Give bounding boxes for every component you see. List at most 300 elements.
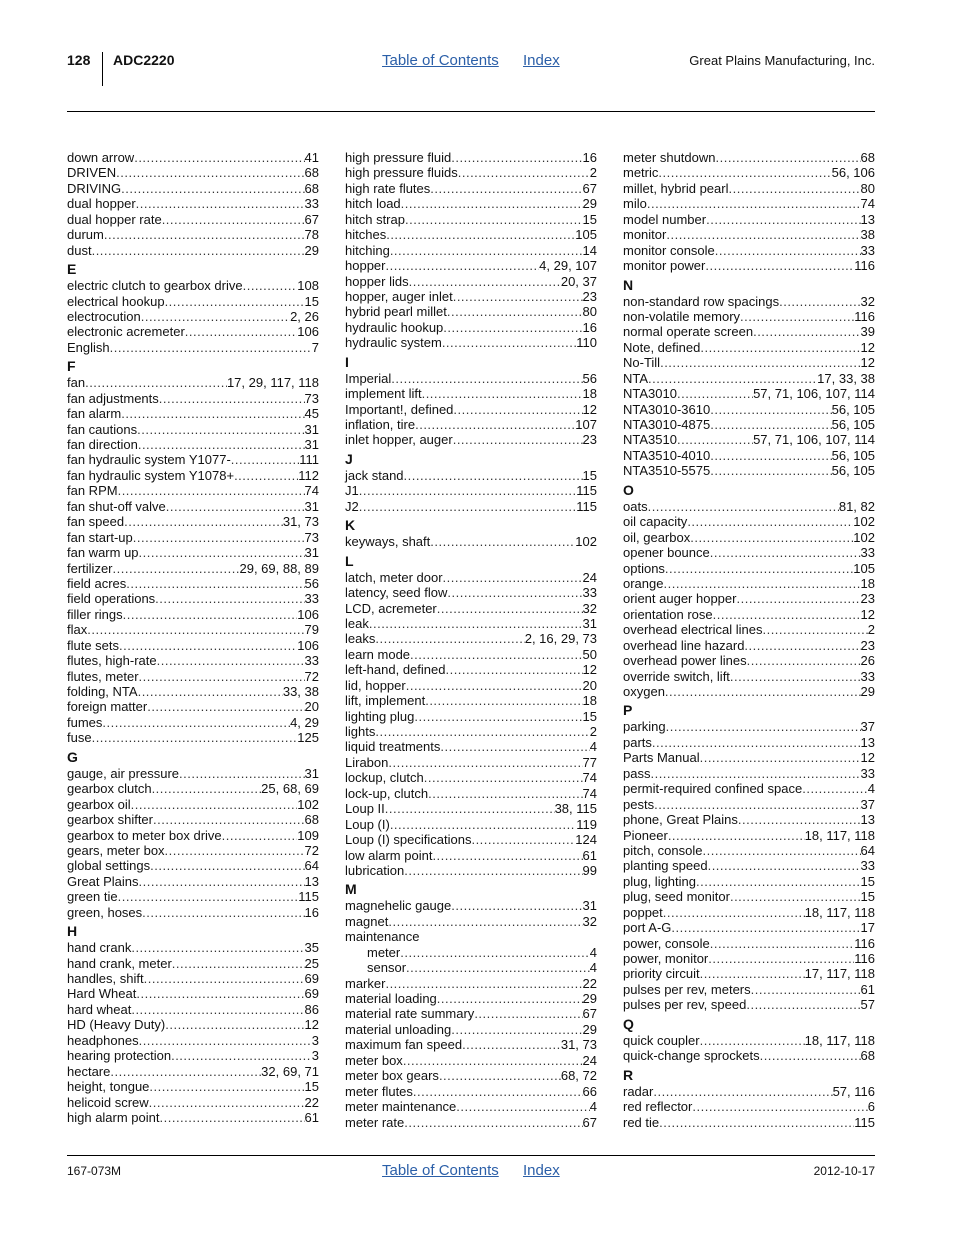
index-entry[interactable] <box>623 417 875 432</box>
index-entry[interactable] <box>345 432 597 447</box>
page-references[interactable]: 105 <box>575 227 597 243</box>
index-entry[interactable] <box>623 196 875 211</box>
index-entry[interactable] <box>345 832 597 847</box>
page-references[interactable]: 18, 117, 118 <box>804 1032 875 1048</box>
page-references[interactable]: 72 <box>304 668 319 684</box>
index-entry[interactable] <box>67 391 319 406</box>
page-references[interactable]: 32 <box>582 600 597 616</box>
index-entry[interactable] <box>623 530 875 545</box>
page-references[interactable]: 20 <box>304 699 319 715</box>
index-entry[interactable] <box>623 653 875 668</box>
page-references[interactable]: 56 <box>582 370 597 386</box>
index-entry[interactable] <box>623 781 875 796</box>
index-entry[interactable] <box>67 653 319 668</box>
page-references[interactable]: 68 <box>304 165 319 181</box>
footer-table-of-contents-link[interactable]: Table of Contents <box>382 1162 499 1179</box>
page-references[interactable]: 116 <box>854 951 875 966</box>
index-entry[interactable] <box>345 601 597 616</box>
page-references[interactable]: 86 <box>304 1001 319 1017</box>
index-entry[interactable] <box>623 591 875 606</box>
page-references[interactable]: 66 <box>582 1083 597 1099</box>
page-references[interactable]: 74 <box>304 483 319 499</box>
index-entry[interactable] <box>67 514 319 529</box>
page-references[interactable]: 29 <box>582 1021 597 1037</box>
page-references[interactable]: 110 <box>576 335 597 351</box>
page-references[interactable]: 16 <box>304 904 319 920</box>
page-references[interactable]: 12 <box>860 606 875 622</box>
index-entry[interactable] <box>67 858 319 873</box>
index-entry[interactable] <box>623 936 875 951</box>
index-entry[interactable] <box>345 150 597 165</box>
index-entry[interactable] <box>67 1002 319 1017</box>
page-references[interactable]: 31 <box>304 498 319 514</box>
page-references[interactable]: 17 <box>860 920 875 936</box>
index-entry[interactable] <box>623 371 875 386</box>
page-references[interactable]: 33 <box>860 765 875 781</box>
index-entry[interactable] <box>623 766 875 781</box>
page-references[interactable]: 29 <box>860 684 875 699</box>
index-entry[interactable] <box>67 483 319 498</box>
index-entry[interactable] <box>67 607 319 622</box>
index-entry[interactable] <box>345 770 597 785</box>
page-references[interactable]: 29 <box>582 991 597 1006</box>
index-entry[interactable] <box>623 607 875 622</box>
page-references[interactable]: 125 <box>297 730 319 746</box>
index-entry[interactable] <box>67 181 319 196</box>
index-entry[interactable] <box>623 212 875 227</box>
index-entry[interactable] <box>67 828 319 843</box>
page-references[interactable]: 31 <box>304 545 319 561</box>
page-references[interactable]: 33 <box>860 668 875 684</box>
index-entry[interactable] <box>623 966 875 981</box>
index-entry[interactable] <box>345 335 597 350</box>
page-references[interactable]: 31 <box>582 615 597 631</box>
index-entry[interactable] <box>345 848 597 863</box>
page-references[interactable]: 73 <box>304 390 319 406</box>
index-entry[interactable] <box>623 719 875 734</box>
page-references[interactable]: 56 <box>304 575 319 591</box>
index-entry[interactable] <box>345 739 597 754</box>
page-references[interactable]: 18 <box>582 693 597 709</box>
index-entry[interactable] <box>623 243 875 258</box>
index-entry[interactable] <box>67 940 319 955</box>
page-references[interactable]: 3 <box>311 1032 319 1048</box>
page-references[interactable]: 22 <box>304 1094 319 1110</box>
index-entry[interactable] <box>623 514 875 529</box>
table-of-contents-link[interactable]: Table of Contents <box>382 52 499 69</box>
page-references[interactable]: 20, 37 <box>560 273 597 289</box>
index-entry[interactable] <box>67 452 319 467</box>
page-references[interactable]: 74 <box>860 196 875 212</box>
page-references[interactable]: 16 <box>582 319 597 335</box>
index-entry[interactable] <box>623 576 875 591</box>
page-references[interactable]: 56, 105 <box>831 463 875 479</box>
page-references[interactable]: 112 <box>298 467 319 483</box>
page-references[interactable]: 13 <box>860 734 875 750</box>
index-entry[interactable] <box>623 951 875 966</box>
index-entry[interactable] <box>67 715 319 730</box>
index-entry[interactable] <box>623 258 875 273</box>
page-references[interactable]: 16 <box>582 150 597 165</box>
index-entry[interactable] <box>623 499 875 514</box>
page-references[interactable]: 33, 38 <box>282 684 319 699</box>
page-references[interactable]: 4 <box>867 781 875 797</box>
page-references[interactable]: 4 <box>589 1099 597 1115</box>
index-entry[interactable] <box>67 165 319 180</box>
index-entry[interactable] <box>345 1099 597 1114</box>
page-references[interactable]: 13 <box>860 211 875 227</box>
index-entry[interactable] <box>67 669 319 684</box>
index-entry[interactable] <box>67 956 319 971</box>
page-references[interactable]: 23 <box>860 591 875 607</box>
index-entry[interactable] <box>623 150 875 165</box>
index-entry[interactable] <box>345 991 597 1006</box>
page-references[interactable]: 37 <box>860 719 875 735</box>
index-entry[interactable] <box>345 755 597 770</box>
page-references[interactable]: 108 <box>297 278 319 294</box>
page-references[interactable]: 106 <box>297 324 319 340</box>
page-references[interactable]: 32 <box>582 913 597 929</box>
index-entry[interactable] <box>67 1033 319 1048</box>
index-subentry[interactable] <box>345 945 597 960</box>
index-entry[interactable] <box>67 196 319 211</box>
page-references[interactable]: 15 <box>304 1079 319 1095</box>
page-references[interactable]: 12 <box>860 355 875 371</box>
index-entry[interactable] <box>623 684 875 699</box>
index-entry[interactable] <box>345 258 597 273</box>
index-entry[interactable] <box>67 499 319 514</box>
index-entry[interactable] <box>623 386 875 401</box>
index-entry[interactable] <box>67 278 319 293</box>
page-references[interactable]: 68 <box>304 180 319 196</box>
page-references[interactable]: 17, 33, 38 <box>817 370 875 386</box>
page-references[interactable]: 56, 105 <box>831 401 875 417</box>
index-entry[interactable] <box>345 662 597 677</box>
page-references[interactable]: 29 <box>304 242 319 258</box>
index-entry[interactable] <box>67 699 319 714</box>
index-entry[interactable] <box>67 406 319 421</box>
page-references[interactable]: 33 <box>582 585 597 601</box>
index-entry[interactable] <box>345 417 597 432</box>
page-references[interactable]: 33 <box>860 242 875 258</box>
page-references[interactable]: 31, 73 <box>282 514 319 530</box>
index-entry[interactable] <box>623 920 875 935</box>
index-entry[interactable] <box>67 530 319 545</box>
page-references[interactable]: 106 <box>297 637 319 653</box>
index-entry[interactable] <box>345 647 597 662</box>
page-references[interactable]: 24 <box>582 569 597 585</box>
index-entry[interactable] <box>623 1033 875 1048</box>
page-references[interactable]: 20 <box>582 677 597 693</box>
index-entry[interactable] <box>345 631 597 646</box>
page-references[interactable]: 15 <box>582 211 597 227</box>
page-references[interactable]: 102 <box>853 529 875 545</box>
index-entry[interactable] <box>67 437 319 452</box>
page-references[interactable]: 4, 29 <box>290 714 319 730</box>
page-references[interactable]: 4 <box>589 960 597 976</box>
page-references[interactable]: 15 <box>860 889 875 905</box>
page-references[interactable]: 116 <box>854 935 875 951</box>
page-references[interactable]: 3 <box>311 1048 319 1064</box>
footer-index-link[interactable]: Index <box>523 1162 560 1179</box>
index-entry[interactable] <box>623 982 875 997</box>
index-entry[interactable] <box>67 468 319 483</box>
page-references[interactable]: 32, 69, 71 <box>261 1063 319 1079</box>
page-references[interactable]: 45 <box>304 406 319 422</box>
index-entry[interactable] <box>345 616 597 631</box>
page-references[interactable]: 61 <box>860 981 875 997</box>
index-entry[interactable] <box>623 1084 875 1099</box>
page-references[interactable]: 12 <box>582 662 597 678</box>
index-entry[interactable] <box>623 997 875 1012</box>
page-references[interactable]: 74 <box>582 770 597 786</box>
page-references[interactable]: 115 <box>576 483 597 499</box>
page-references[interactable]: 119 <box>576 816 597 832</box>
page-references[interactable]: 29, 69, 88, 89 <box>239 560 319 576</box>
index-entry[interactable] <box>67 243 319 258</box>
index-entry[interactable] <box>345 817 597 832</box>
page-references[interactable]: 25, 68, 69 <box>261 781 319 797</box>
page-references[interactable]: 102 <box>297 796 319 812</box>
page-references[interactable]: 67 <box>582 1006 597 1022</box>
page-references[interactable]: 22 <box>582 975 597 991</box>
page-references[interactable]: 69 <box>304 971 319 986</box>
page-references[interactable]: 72 <box>304 842 319 858</box>
page-references[interactable]: 4, 29, 107 <box>539 258 597 274</box>
page-references[interactable]: 24 <box>582 1052 597 1068</box>
index-entry[interactable] <box>623 797 875 812</box>
page-references[interactable]: 115 <box>854 1114 875 1130</box>
page-references[interactable]: 38 <box>860 227 875 243</box>
index-entry[interactable] <box>67 212 319 227</box>
page-references[interactable]: 31 <box>304 421 319 437</box>
index-entry[interactable] <box>67 294 319 309</box>
index-entry[interactable] <box>623 227 875 242</box>
index-entry[interactable] <box>623 843 875 858</box>
index-entry[interactable] <box>67 843 319 858</box>
index-entry[interactable] <box>623 669 875 684</box>
index-entry[interactable] <box>345 1037 597 1052</box>
page-references[interactable]: 57, 116 <box>832 1083 875 1099</box>
page-references[interactable]: 38, 115 <box>554 801 597 817</box>
page-references[interactable]: 115 <box>576 498 597 514</box>
page-references[interactable]: 32 <box>860 293 875 309</box>
index-entry[interactable] <box>345 289 597 304</box>
page-references[interactable]: 37 <box>860 796 875 812</box>
index-entry[interactable] <box>67 324 319 339</box>
index-entry[interactable] <box>345 570 597 585</box>
index-entry[interactable] <box>345 534 597 549</box>
index-entry[interactable] <box>345 402 597 417</box>
index-entry[interactable] <box>67 422 319 437</box>
index-entry[interactable] <box>345 468 597 483</box>
index-entry[interactable] <box>67 227 319 242</box>
page-references[interactable]: 64 <box>304 858 319 874</box>
index-link[interactable]: Index <box>523 52 560 69</box>
page-references[interactable]: 80 <box>582 304 597 320</box>
index-entry[interactable] <box>345 914 597 929</box>
index-entry[interactable] <box>623 432 875 447</box>
index-entry[interactable] <box>67 781 319 796</box>
index-entry[interactable] <box>623 402 875 417</box>
page-references[interactable]: 31 <box>582 898 597 914</box>
index-entry[interactable] <box>345 898 597 913</box>
page-references[interactable]: 41 <box>304 150 319 165</box>
index-entry[interactable] <box>67 812 319 827</box>
page-references[interactable]: 106 <box>297 606 319 622</box>
index-entry[interactable] <box>67 889 319 904</box>
page-references[interactable]: 68, 72 <box>560 1068 597 1084</box>
index-entry[interactable] <box>67 1048 319 1063</box>
page-references[interactable]: 15 <box>304 293 319 309</box>
index-entry[interactable] <box>623 1115 875 1130</box>
page-references[interactable]: 73 <box>304 529 319 545</box>
index-entry[interactable] <box>623 828 875 843</box>
index-entry[interactable] <box>623 545 875 560</box>
page-references[interactable]: 6 <box>867 1099 875 1115</box>
index-entry[interactable] <box>345 386 597 401</box>
page-references[interactable]: 56, 105 <box>831 417 875 432</box>
page-references[interactable]: 4 <box>589 944 597 960</box>
index-entry[interactable] <box>67 730 319 745</box>
page-references[interactable]: 74 <box>582 785 597 801</box>
page-references[interactable]: 4 <box>589 739 597 755</box>
page-references[interactable]: 2 <box>589 724 597 739</box>
index-entry[interactable] <box>623 750 875 765</box>
index-entry[interactable] <box>67 561 319 576</box>
page-references[interactable]: 111 <box>299 452 319 468</box>
index-subentry[interactable] <box>345 960 597 975</box>
index-entry[interactable] <box>345 1115 597 1130</box>
page-references[interactable]: 109 <box>297 827 319 843</box>
page-references[interactable]: 68 <box>860 1048 875 1064</box>
page-references[interactable]: 2, 16, 29, 73 <box>524 631 597 647</box>
index-entry[interactable] <box>345 724 597 739</box>
index-entry[interactable] <box>67 591 319 606</box>
page-references[interactable]: 124 <box>575 832 597 848</box>
page-references[interactable]: 116 <box>854 308 875 324</box>
page-references[interactable]: 61 <box>304 1109 319 1125</box>
page-references[interactable]: 15 <box>582 467 597 483</box>
index-entry[interactable] <box>345 483 597 498</box>
index-entry[interactable] <box>623 294 875 309</box>
index-entry[interactable] <box>623 638 875 653</box>
page-references[interactable]: 77 <box>582 754 597 770</box>
index-entry[interactable] <box>345 1006 597 1021</box>
page-references[interactable]: 18, 117, 118 <box>804 904 875 920</box>
index-entry[interactable] <box>345 227 597 242</box>
page-references[interactable]: 56, 105 <box>831 447 875 463</box>
index-entry[interactable] <box>623 889 875 904</box>
index-entry[interactable] <box>345 304 597 319</box>
index-entry[interactable] <box>345 1022 597 1037</box>
index-entry[interactable] <box>67 971 319 986</box>
index-entry[interactable] <box>623 181 875 196</box>
page-references[interactable]: 78 <box>304 227 319 243</box>
page-references[interactable]: 33 <box>860 545 875 561</box>
index-entry[interactable] <box>623 324 875 339</box>
index-entry[interactable] <box>67 375 319 390</box>
page-references[interactable]: 17, 29, 117, 118 <box>226 375 319 391</box>
page-references[interactable]: 107 <box>575 417 597 432</box>
page-references[interactable]: 18 <box>860 575 875 591</box>
page-references[interactable]: 12 <box>860 339 875 355</box>
page-references[interactable]: 12 <box>582 401 597 417</box>
page-references[interactable]: 12 <box>860 750 875 766</box>
index-entry[interactable] <box>345 693 597 708</box>
index-entry[interactable] <box>67 986 319 1001</box>
page-references[interactable]: 31 <box>304 765 319 781</box>
page-references[interactable]: 57, 71, 106, 107, 114 <box>753 386 875 402</box>
index-entry[interactable] <box>67 1110 319 1125</box>
index-entry[interactable] <box>623 735 875 750</box>
index-entry[interactable] <box>345 274 597 289</box>
page-references[interactable]: 2 <box>589 165 597 181</box>
page-references[interactable]: 25 <box>304 955 319 971</box>
page-references[interactable]: 31 <box>304 437 319 452</box>
page-references[interactable]: 15 <box>582 708 597 724</box>
page-references[interactable]: 23 <box>860 637 875 653</box>
page-references[interactable]: 2 <box>867 622 875 638</box>
index-entry[interactable] <box>67 1095 319 1110</box>
index-entry[interactable] <box>345 196 597 211</box>
index-entry[interactable] <box>345 1084 597 1099</box>
page-references[interactable]: 17, 117, 118 <box>804 966 875 982</box>
page-references[interactable]: 23 <box>582 432 597 448</box>
index-entry[interactable] <box>67 905 319 920</box>
index-entry[interactable] <box>623 858 875 873</box>
index-entry[interactable] <box>623 463 875 478</box>
page-references[interactable]: 102 <box>575 534 597 550</box>
index-entry[interactable] <box>623 622 875 637</box>
page-references[interactable]: 68 <box>304 812 319 828</box>
index-entry[interactable] <box>623 874 875 889</box>
page-references[interactable]: 57, 71, 106, 107, 114 <box>753 432 875 448</box>
page-references[interactable]: 68 <box>860 150 875 165</box>
index-entry[interactable] <box>67 1079 319 1094</box>
page-references[interactable]: 81, 82 <box>838 498 875 514</box>
page-references[interactable]: 14 <box>582 242 597 258</box>
page-references[interactable]: 33 <box>304 653 319 669</box>
index-entry[interactable] <box>623 340 875 355</box>
index-entry[interactable] <box>345 1053 597 1068</box>
page-references[interactable]: 39 <box>860 324 875 340</box>
index-entry[interactable] <box>623 905 875 920</box>
page-references[interactable]: 50 <box>582 646 597 662</box>
index-entry[interactable] <box>67 340 319 355</box>
page-references[interactable]: 35 <box>304 940 319 956</box>
page-references[interactable]: 31, 73 <box>560 1037 597 1053</box>
index-entry[interactable] <box>623 1048 875 1063</box>
index-entry[interactable] <box>345 212 597 227</box>
page-references[interactable]: 116 <box>854 258 875 274</box>
index-entry[interactable] <box>67 638 319 653</box>
index-entry[interactable] <box>67 684 319 699</box>
page-references[interactable]: 69 <box>304 986 319 1002</box>
page-references[interactable]: 18, 117, 118 <box>804 827 875 843</box>
index-entry[interactable] <box>345 320 597 335</box>
page-references[interactable]: 115 <box>298 889 319 905</box>
page-references[interactable]: 23 <box>582 288 597 304</box>
page-references[interactable]: 57 <box>860 997 875 1013</box>
page-references[interactable]: 67 <box>304 211 319 227</box>
page-references[interactable]: 61 <box>582 847 597 863</box>
page-references[interactable]: 33 <box>304 196 319 212</box>
index-entry[interactable] <box>345 1068 597 1083</box>
page-references[interactable]: 12 <box>304 1017 319 1033</box>
page-references[interactable]: 67 <box>582 180 597 196</box>
page-references[interactable]: 33 <box>304 591 319 607</box>
